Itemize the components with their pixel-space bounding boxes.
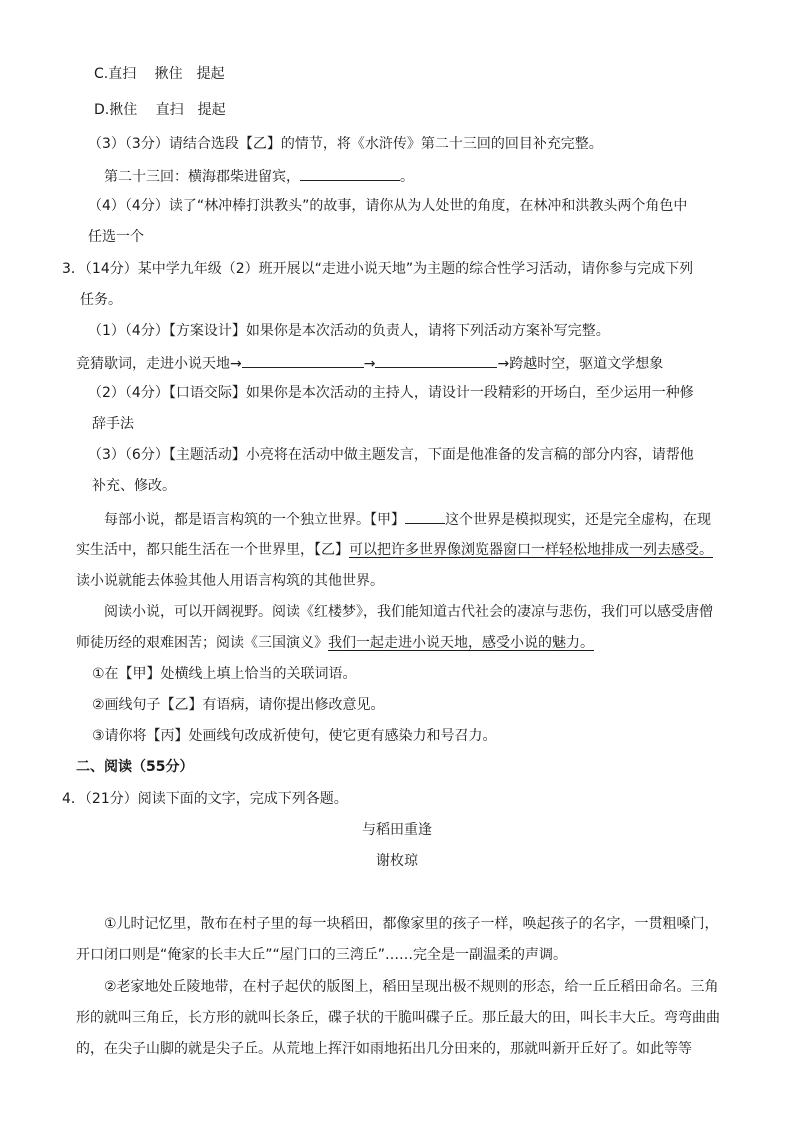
speech-p1-line3: 读小说就能去体验其他人用语言构筑的其他世界。 [76,573,384,589]
chapter-title-suffix: 。 [400,169,414,185]
q3-stem-line2: 任务。 [80,292,122,308]
plan-blank-2 [375,352,497,368]
q3-sub3-line2: 补充、修改。 [92,478,176,494]
q3-sub2-line2: 辞手法 [92,416,134,432]
plan-start: 竞猜歇词，走进小说天地→ [76,356,242,372]
q2-sub3-answer-line [104,165,414,187]
plan-blank-1 [242,352,364,368]
speech-p2-line2 [76,633,594,653]
chapter-title-prefix: 第二十三回：横海郡柴进留宾， [104,169,300,185]
task-1: ①在【甲】处横线上填上恰当的关联词语。 [92,666,357,682]
task-2: ②画线句子【乙】有语病，请你提出修改意见。 [92,697,385,713]
blank-jia [405,508,445,524]
q3-sub1: （1）（4分）【方案设计】如果你是本次活动的负责人，请将下列活动方案补写完整。 [88,323,610,339]
article-p2-line1: ②老家地处丘陵地带，在村子起伏的版图上，稻田呈现出极不规则的形态，给一丘丘稻田命名。三角 [104,979,719,995]
speech-p2-b: 师徒历经的艰难困苦；阅读《三国演义》 [76,635,328,651]
underlined-sentence-bing: 我们一起走进小说天地，感受小说的魅力。 [328,635,594,651]
option-c: C.直扫 揪住 提起 [94,66,225,82]
underlined-sentence-yi: 可以把许多世界像浏览器窗口一样轻松地排成一列去感受。 [349,542,713,558]
article-p2-line2: 形的就叫三角丘，长方形的就叫长条丘，碟子状的干脆叫碟子丘。那丘最大的田，叫长丰大丘。弯弯曲曲 [76,1010,720,1026]
article-p2-line3: 的，在尖子山脚的就是尖子丘。从荒地上挥汗如雨地拓出几分田来的，那就叫新开丘好了。如此等等 [76,1041,692,1057]
chapter-title-blank [300,165,400,181]
plan-arrow: → [363,356,376,372]
q2-sub4-line2: 任选一个 [88,229,144,245]
activity-plan-line [76,352,663,374]
q3-stem-line1: 3．（14分）某中学九年级（2）班开展以“走进小说天地”为主题的综合性学习活动，请你参与完成下列 [62,261,694,277]
article-p1-line2: 开口闭口则是“俺家的长丰大丘”“屋门口的三湾丘”……完全是一副温柔的声调。 [76,947,568,963]
speech-p1-c: 实生活中，都只能生活在一个世界里，【乙】 [76,542,349,558]
article-p1-line1: ①儿时记忆里，散布在村子里的每一块稻田，都像家里的孩子一样，唤起孩子的名字，一贯粗嗓门， [104,916,719,932]
speech-p1-line2 [76,540,713,560]
q4-stem: 4．（21分）阅读下面的文字，完成下列各题。 [62,791,348,807]
speech-p1-b: 这个世界是模拟现实，还是完全虚构，在现 [445,512,711,528]
q3-sub2-line1: （2）（4分）【口语交际】如果你是本次活动的主持人，请设计一段精彩的开场白，至少运用一种修 [88,385,694,401]
article-author: 谢枚琼 [376,853,418,869]
article-title: 与稻田重逢 [362,822,432,838]
plan-end: →跨越时空，驱道文学想象 [497,356,664,372]
option-d: D.揪住 直扫 提起 [94,102,226,118]
speech-p1-line1 [104,508,711,530]
q2-sub3: （3）（3分）请结合选段【乙】的情节，将《水浒传》第二十三回的回目补充完整。 [88,136,603,152]
q3-sub3-line1: （3）（6分）【主题活动】小亮将在活动中做主题发言，下面是他准备的发言稿的部分内容，请帮他 [88,447,694,463]
section-heading: 二、阅读（55分） [76,759,194,775]
task-3: ③请你将【丙】处画线句改成祈使句，使它更有感染力和号召力。 [92,728,497,744]
speech-p2-line1: 阅读小说，可以开阔视野。阅读《红楼梦》，我们能知道古代社会的凄凉与悲伤，我们可以感受唐僧 [104,604,713,620]
q2-sub4-line1: （4）（4分）读了“林冲棒打洪教头”的故事，请你从为人处世的角度，在林冲和洪教头两个角色中 [88,198,688,214]
speech-p1-a: 每部小说，都是语言构筑的一个独立世界。【甲】 [104,512,405,528]
